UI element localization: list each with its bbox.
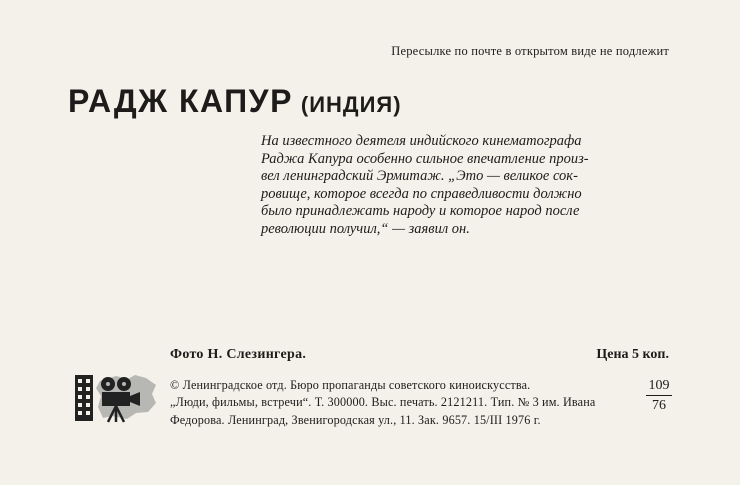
quote-line: революции получил,“ — заявил он. [261, 220, 470, 237]
title-country: (ИНДИЯ) [300, 92, 402, 117]
quote-line: На известного деятеля индийского кинематографа [261, 133, 582, 149]
imprint-line: Федорова. Ленинград, Звенигородская ул., 11. Зак. 9657. 15/III 1976 г. [170, 412, 541, 427]
title-name: РАДЖ КАПУР [68, 83, 293, 119]
quote-line: ровище, которое всегда по справедливости должно [261, 185, 582, 202]
imprint-block [170, 377, 640, 429]
film-camera-logo-icon [72, 372, 160, 424]
quote-block [261, 133, 691, 239]
index-bottom: 76 [652, 398, 666, 413]
catalog-index [646, 377, 672, 414]
quote-line: Раджа Капура особенно сильное впечатление произ- [261, 150, 589, 167]
photo-credit: Фото Н. Слезингера. [170, 347, 307, 362]
mailing-notice: Пересылке по почте в открытом виде не подлежит [391, 44, 669, 58]
price-label: Цена 5 коп. [596, 347, 669, 362]
index-divider [646, 395, 672, 396]
imprint-line: „Люди, фильмы, встречи“. Т. 300000. Выс. печать. 2121211. Тип. № 3 им. Ивана [170, 395, 596, 410]
quote-line: вел ленинградский Эрмитаж. „Это — великое сок- [261, 168, 578, 185]
index-top: 109 [648, 378, 670, 393]
page-title [68, 83, 402, 120]
imprint-line: © Ленинградское отд. Бюро пропаганды советского киноискусства. [170, 378, 531, 392]
quote-line: было принадлежать народу и которое народ после [261, 203, 580, 220]
